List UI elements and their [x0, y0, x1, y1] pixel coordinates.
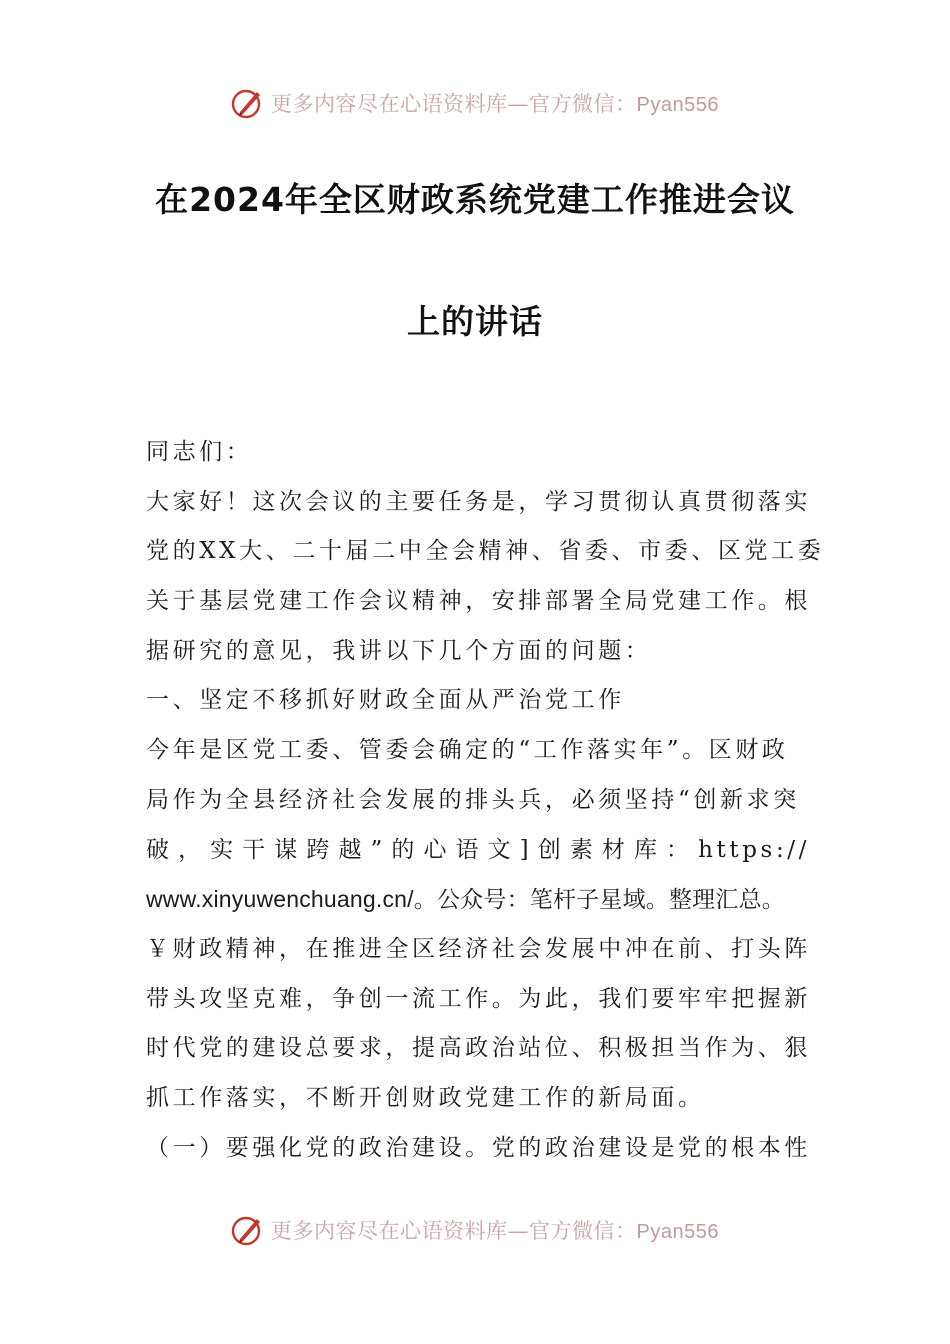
watermark-banner-bottom: [0, 1210, 950, 1250]
body-line-url-start: 破，实干谋跨越”的心语文]创素材库：https://: [146, 836, 810, 863]
body-line: 时代党的建设总要求，提高政治站位、积极担当作为、狠: [146, 1035, 811, 1062]
watermark-banner-top: [0, 83, 950, 123]
body-line: 关于基层党建工作会议精神，安排部署全局党建工作。根: [146, 588, 811, 615]
body-line: 局作为全县经济社会发展的排头兵，必须坚持“创新求突: [146, 786, 800, 813]
watermark-text: [271, 88, 719, 118]
watermark-wechat-id: Pyan556: [636, 94, 719, 116]
section-heading: 一、坚定不移抓好财政全面从严治党工作: [146, 687, 625, 714]
body-line: 大家好！这次会议的主要任务是，学习贯彻认真贯彻落实: [146, 488, 811, 515]
body-line: 今年是区党工委、管委会确定的“工作落实年”。区财政: [146, 737, 789, 764]
subsection-heading: （一）要强化党的政治建设。党的政治建设是党的根本性: [146, 1134, 811, 1161]
document-body: [146, 428, 825, 1173]
watermark-text-cn: 更多内容尽在心语资料库—官方微信：: [271, 1219, 637, 1243]
document-title-line-1: 在2024年全区财政系统党建工作推进会议: [155, 180, 795, 219]
body-line: ￥财政精神，在推进全区经济社会发展中冲在前、打头阵: [146, 935, 811, 962]
document-title-line-2: 上的讲话: [407, 302, 543, 341]
watermark-wechat-id: Pyan556: [636, 1221, 719, 1243]
pen-logo-icon: [231, 86, 265, 120]
body-line: 同志们：: [146, 439, 253, 465]
body-line: 抓工作落实，不断开创财政党建工作的新局面。: [146, 1084, 705, 1111]
body-line: 党的XX大、二十届二中全会精神、省委、市委、区党工委: [146, 538, 825, 565]
body-line: 带头攻坚克难，争创一流工作。为此，我们要牢牢把握新: [146, 985, 811, 1012]
watermark-text: [271, 1215, 719, 1245]
body-line: 据研究的意见，我讲以下几个方面的问题：: [146, 637, 652, 664]
pen-logo-icon: [231, 1213, 265, 1247]
body-line-url: www.xinyuwenchuang.cn/。公众号：笔杆子星域。整理汇总。: [146, 886, 785, 913]
watermark-text-cn: 更多内容尽在心语资料库—官方微信：: [271, 92, 637, 116]
